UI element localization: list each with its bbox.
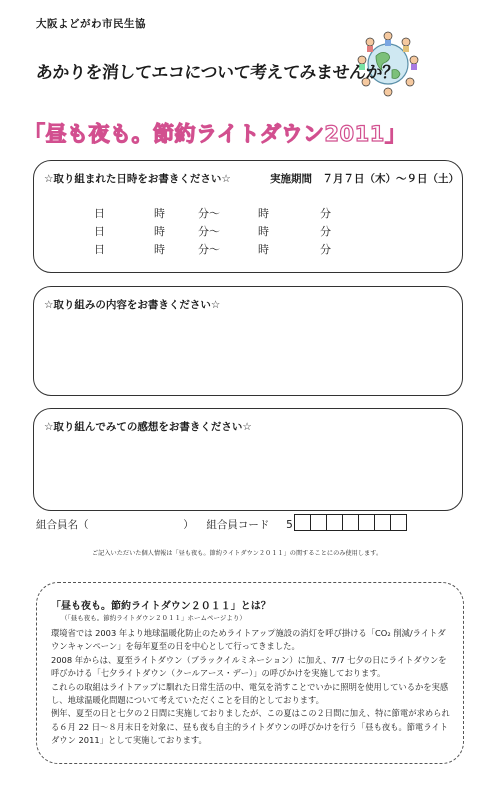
hour-unit: 時	[258, 243, 269, 256]
about-paragraph: 例年、夏至の日と七夕の２日間に実施しておりましたが、この夏はこの２日間に加え、特に節電が求められる６月 22 日～８月末日を対象に、昼も夜も自主的ライトダウンの呼びかけを行う「昼も夜も。節電ライトダウン 2011」として実施しております。	[51, 708, 450, 746]
code-digit-cell[interactable]	[342, 514, 359, 531]
minute-unit: 分	[320, 207, 331, 220]
date-entry-box	[33, 160, 463, 273]
impressions-box[interactable]	[33, 408, 463, 511]
impressions-title: ☆取り組んでみての感想をお書きください☆	[44, 421, 252, 433]
code-digit-cell[interactable]	[326, 514, 343, 531]
minute-unit: 分	[320, 225, 331, 238]
activity-content-box[interactable]	[33, 286, 463, 396]
code-digit-cell[interactable]	[390, 514, 407, 531]
minute-from-unit: 分～	[198, 225, 220, 238]
member-code-cells[interactable]	[295, 514, 407, 531]
hour-unit: 時	[154, 207, 165, 220]
about-source: （「昼も夜も。節約ライトダウン２０１１」ホームページより）	[61, 614, 246, 622]
date-row[interactable]	[34, 205, 462, 221]
headline: あかりを消してエコについて考えてみませんか？	[35, 63, 400, 83]
about-body	[51, 627, 453, 748]
about-campaign-box	[36, 582, 464, 764]
about-paragraph: 2008 年からは、夏至ライトダウン（ブラックイルミネーション）に加え、7/7 七夕の日にライトダウンを呼びかける「七夕ライトダウン（クールアース・デー）」の呼びかけを実施しております。	[51, 654, 447, 679]
hour-unit: 時	[258, 225, 269, 238]
member-name-label: 組合員名（	[36, 519, 89, 531]
day-unit: 日	[94, 225, 105, 238]
about-paragraph: 環境省では 2003 年より地球温暖化防止のためライトアップ施設の消灯を呼び掛ける「CO₂ 削減/ライトダウンキャンペーン」を毎年夏至の日を中心として行ってきました。	[51, 628, 446, 652]
code-digit-cell[interactable]	[294, 514, 311, 531]
campaign-title: 「昼も夜も。節約ライトダウン2011」	[24, 122, 407, 146]
date-row[interactable]	[34, 241, 462, 257]
about-title: 「昼も夜も。節約ライトダウン２０１１」とは？	[51, 601, 271, 612]
code-digit-cell[interactable]	[358, 514, 375, 531]
code-digit-cell[interactable]	[310, 514, 327, 531]
date-entry-title: ☆取り組まれた日時をお書きください☆	[44, 173, 231, 185]
minute-from-unit: 分～	[198, 207, 220, 220]
member-info-line	[36, 517, 293, 532]
minute-from-unit: 分～	[198, 243, 220, 256]
date-row[interactable]	[34, 223, 462, 239]
privacy-note: ご記入いただいた個人情報は「昼も夜も。節約ライトダウン２０１１」の関することにのみ使用します。	[92, 550, 383, 557]
hour-unit: 時	[154, 243, 165, 256]
day-unit: 日	[94, 207, 105, 220]
hour-unit: 時	[154, 225, 165, 238]
implementation-period: 実施期間 ７月７日（木）～９日（土）	[270, 173, 459, 185]
code-digit-cell[interactable]	[374, 514, 391, 531]
activity-content-title: ☆取り組みの内容をお書きください☆	[44, 299, 221, 311]
hour-unit: 時	[258, 207, 269, 220]
member-code-prefix: 5	[286, 519, 293, 531]
day-unit: 日	[94, 243, 105, 256]
member-name-close: ）	[183, 519, 194, 531]
organization-name: 大阪よどがわ市民生協	[36, 18, 146, 30]
about-paragraph: これらの取組はライトアップに馴れた日常生活の中、電気を消すことでいかに照明を使用しているかを実感し、地球温暖化問題について考えていただくことを目的としております。	[51, 681, 449, 706]
minute-unit: 分	[320, 243, 331, 256]
member-code-label: 組合員コード	[206, 519, 270, 531]
